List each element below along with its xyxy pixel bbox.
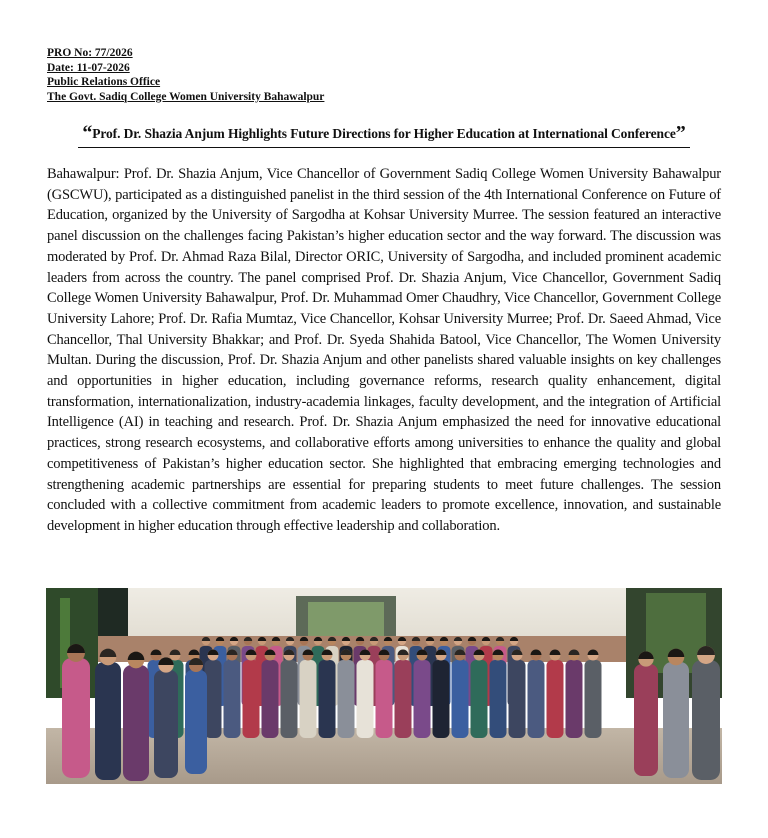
close-quote: ” — [675, 122, 686, 144]
person-figure — [338, 650, 355, 738]
pro-number: PRO No: 77/2026 — [47, 47, 133, 59]
person-figure — [205, 650, 222, 738]
person-figure — [395, 650, 412, 738]
person-figure — [262, 650, 279, 738]
person-figure — [224, 650, 241, 738]
person-figure — [357, 650, 374, 738]
person-figure — [154, 657, 178, 778]
open-quote: “ — [82, 122, 93, 144]
press-release-header — [47, 46, 324, 104]
person-figure — [547, 650, 564, 738]
headline-text: Prof. Dr. Shazia Anjum Highlights Future Directions for Higher Education at International Conference — [92, 126, 676, 141]
person-figure — [185, 658, 207, 774]
article-body: Bahawalpur: Prof. Dr. Shazia Anjum, Vice Chancellor of Government Sadiq College Women University Bahawalpur (GSCWU), participated as a distinguished panelist in the third session of the 4th International Conference on Future of Education, organized by the University of Sargodha at Kohsar University Murree. The session featured an interactive panel discussion on the challenges facing Pakistan’s higher education sector and the way forward. The discussion was moderated by Prof. Dr. Ahmad Raza Bilal, Director ORIC, University of Sargodha, and included prominent academic leaders from across the country. The panel comprised Prof. Dr. Shazia Anjum, Vice Chancellor, Government Sadiq College Women University Bahawalpur, Prof. Dr. Muhammad Omer Chaudhry, Vice Chancellor, Government College University Lahore; Prof. Dr. Rafia Mumtaz, Vice Chancellor, Kohsar University Murree; Prof. Dr. Saeed Ahmad, Vice Chancellor, Thal University Bhakkar; and Prof. Dr. Syeda Shahida Batool, Vice Chancellor, The Women University Multan. During the discussion, Prof. Dr. Shazia Anjum and other panelists shared valuable insights on key challenges and opportunities in higher education, including governance reforms, research quality enhancement, digital transformation, internationalization, industry-academia linkages, faculty development, and the integration of Artificial Intelligence (AI) in teaching and research. Prof. Dr. Shazia Anjum emphasized the need for innovative educational practices, strong research ecosystems, and collaborative efforts among universities to enhance the quality and global competitiveness of Pakistan’s higher education sector. She highlighted that embracing emerging technologies and strengthening academic partnerships are essential for preparing students to meet future challenges. The session concluded with a collective commitment from academic leaders to promote excellence, innovation, and sustainable development in higher education through effective leadership and collaboration. — [47, 166, 721, 534]
person-figure — [414, 650, 431, 738]
person-figure — [452, 650, 469, 738]
release-date: Date: 11-07-2026 — [47, 61, 130, 74]
person-figure — [585, 650, 602, 738]
group-photo — [46, 588, 722, 784]
person-figure — [509, 650, 526, 738]
person-figure — [634, 651, 658, 776]
person-figure — [123, 652, 149, 781]
person-figure — [490, 650, 507, 738]
person-figure — [95, 649, 121, 780]
person-figure — [62, 644, 90, 778]
person-figure — [471, 650, 488, 738]
headline-container — [47, 124, 721, 151]
person-figure — [243, 650, 260, 738]
person-figure — [281, 650, 298, 738]
person-figure — [376, 650, 393, 738]
person-figure — [663, 649, 689, 778]
institution-name: The Govt. Sadiq College Women University Bahawalpur — [47, 90, 325, 103]
person-figure — [319, 650, 336, 738]
person-figure — [566, 650, 583, 738]
office-name: Public Relations Office — [47, 76, 161, 88]
person-figure — [300, 650, 317, 738]
person-figure — [692, 646, 720, 780]
person-figure — [528, 650, 545, 738]
person-figure — [433, 650, 450, 738]
group-photo-image — [46, 588, 722, 784]
headline — [78, 124, 689, 148]
